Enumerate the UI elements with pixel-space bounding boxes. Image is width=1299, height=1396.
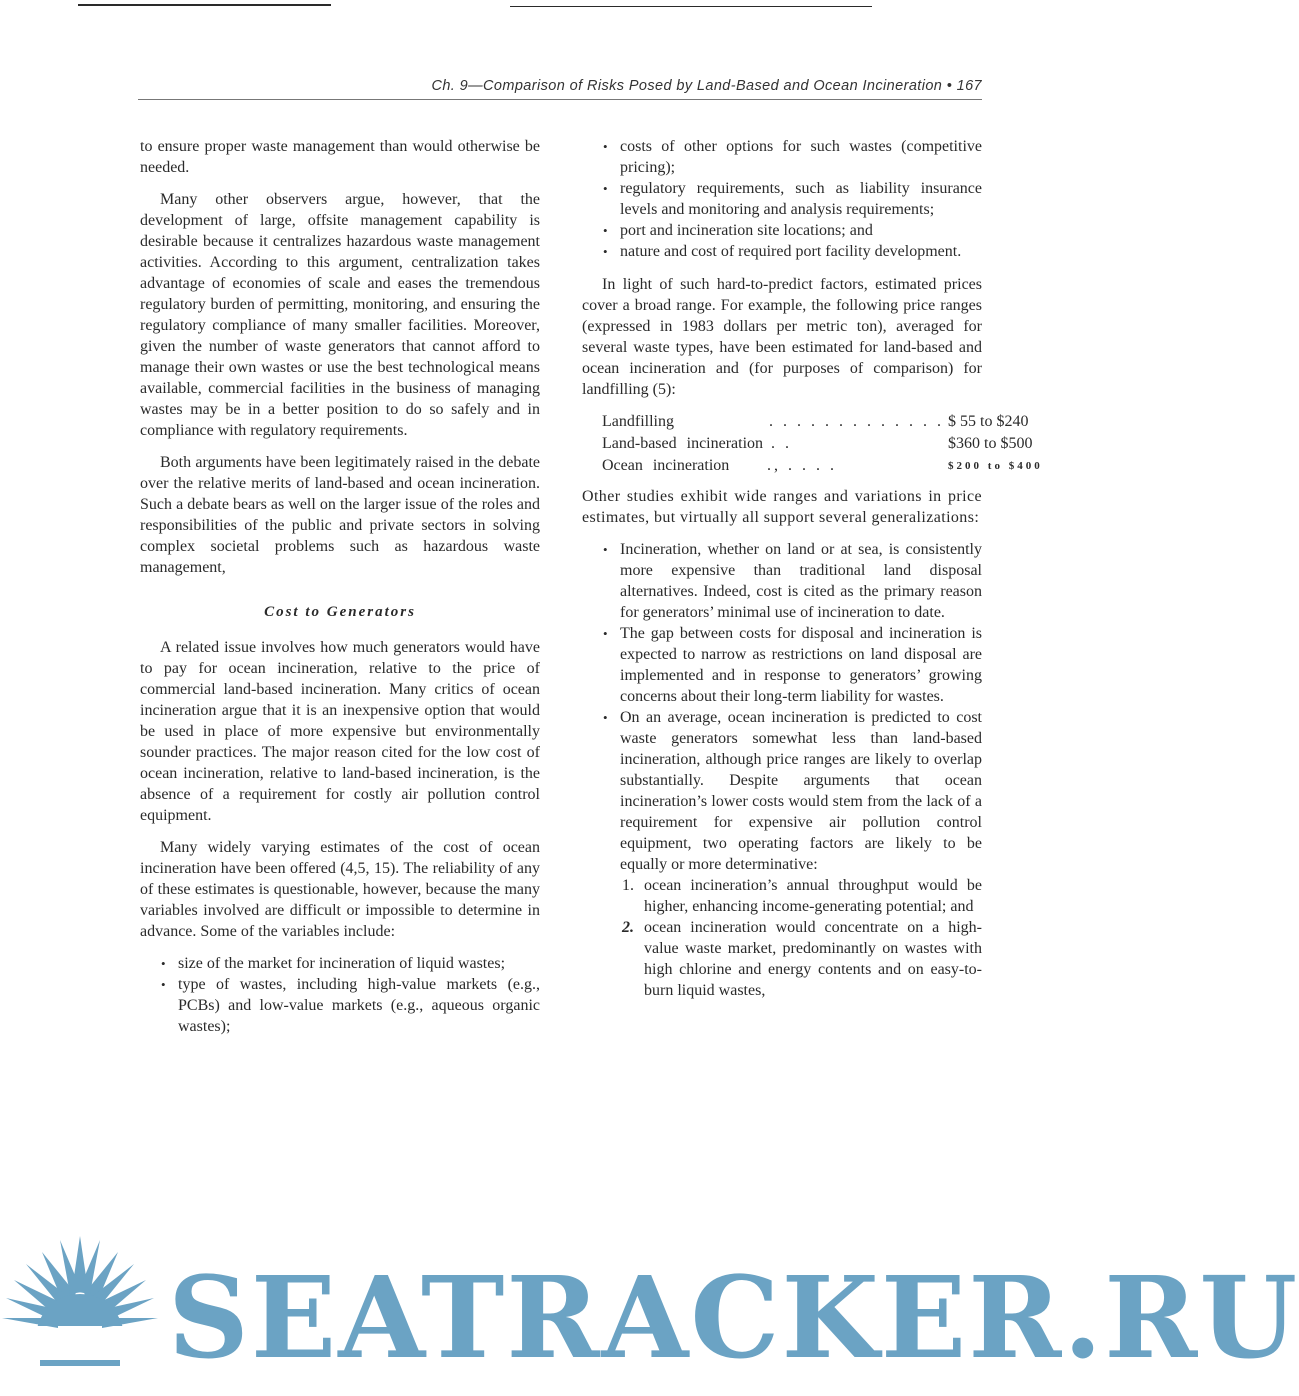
running-head: Ch. 9—Comparison of Risks Posed by Land-Based and Ocean Incineration • 167 — [431, 78, 982, 94]
paragraph: Both arguments have been legitimately raised in the debate over the relative merits of land-based and ocean incineration. Such a debate bears as well on the larger issue of the roles and responsibilities of the public and private sectors in solving complex societal problems such as hazardous waste management, — [140, 454, 540, 576]
paragraph: A related issue involves how much generators would have to pay for ocean incineration, relative to the price of commercial land-based incineration. Many critics of ocean incineration argue that it is an inexpensive option that would be used in place of more expensive but environmentally sounder practices. The major reason cited for the low cost of ocean incineration, relative to land-based incineration, is the absence of a requirement for costly air pollution control equipment. — [140, 639, 540, 824]
top-left-rule — [78, 4, 331, 6]
leader-dots: . . . . . . . . . . . . . — [769, 413, 945, 430]
list-item: • Incineration, whether on land or at sea, is consistently more expensive than traditional land disposal alternatives. Indeed, cost is cited as the primary reason for generators’ minimal use of incineration to date. — [582, 539, 982, 623]
variables-list-continued — [582, 136, 982, 262]
paragraph: In light of such hard-to-predict factors, estimated prices cover a broad range. For example, the following price ranges (expressed in 1983 dollars per metric ton), averaged for several waste types, have been estimated for land-based and ocean incineration and (for purposes of comparison) for landfilling (5): — [582, 276, 982, 398]
item-number: 2. — [622, 919, 634, 936]
table-row — [602, 433, 1043, 455]
top-right-rule — [510, 6, 872, 7]
item-text: ocean incineration’s annual throughput would be higher, enhancing income-generating potential; and — [644, 877, 982, 915]
sun-over-sea-icon — [2, 1236, 158, 1382]
generalizations-list — [582, 539, 982, 875]
price-range: $ 55 to $240 — [948, 413, 1029, 430]
item-text: ocean incineration would concentrate on a high-value waste market, predominantly on wastes with high chlorine and energy contents and on easy-to-burn liquid wastes, — [644, 919, 982, 999]
left-column — [140, 136, 540, 1049]
list-item: • costs of other options for such wastes (competitive pricing); — [582, 136, 982, 178]
list-item: • size of the market for incineration of liquid wastes; — [140, 953, 540, 974]
list-item: • On an average, ocean incineration is predicted to cost waste generators somewhat less than land-based incineration, although price ranges are likely to overlap substantially. Despite arguments that ocean incineration’s lower costs would stem from the lack of a requirement for expensive air pollution control equipment, two operating factors are likely to be equally or more determinative: — [582, 707, 982, 875]
list-item — [582, 917, 982, 1001]
list-item: • nature and cost of required port facility development. — [582, 241, 982, 262]
price-range: $200 to $400 — [948, 460, 1043, 472]
table-row — [602, 411, 1043, 433]
right-column — [582, 136, 1043, 1001]
price-range: $360 to $500 — [948, 435, 1033, 452]
table-row — [602, 455, 1043, 477]
paragraph: Other studies exhibit wide ranges and variations in price estimates, but virtually all support several generalizations: — [582, 488, 982, 526]
price-label: Ocean incineration — [602, 457, 730, 474]
leader-dots: ., . . . . — [767, 457, 838, 474]
price-label: Land-based incineration — [602, 435, 764, 452]
variables-list — [140, 953, 540, 1037]
price-table — [602, 411, 1043, 477]
paragraph: to ensure proper waste management than would otherwise be needed. — [140, 138, 540, 176]
watermark-text: SEATRACKER.RU — [168, 1253, 1299, 1384]
paragraph: Many other observers argue, however, that the development of large, offsite management capability is desirable because it centralizes hazardous waste management activities. According to this argument, centralization takes advantage of economies of scale and eases the tremendous regulatory burden of permitting, monitoring, and ensuring the regulatory compliance of many smaller facilities. Moreover, given the number of waste generators that cannot afford to manage their own wastes or use the best technological means available, commercial facilities in the business of managing wastes may be in a better position to do so safely and in compliance with regulatory requirements. — [140, 191, 540, 439]
list-item: • port and incineration site locations; and — [582, 220, 982, 241]
section-heading: Cost to Generators — [264, 604, 416, 620]
paragraph: Many widely varying estimates of the cost of ocean incineration have been offered (4,5, 15). The reliability of any of these estimates is questionable, however, because the many variables involved are difficult or impossible to determine in advance. Some of the variables include: — [140, 839, 540, 940]
item-number: 1. — [622, 877, 634, 894]
list-item — [582, 875, 982, 917]
header-rule — [138, 99, 982, 100]
factors-list — [582, 875, 982, 1001]
list-item: • The gap between costs for disposal and incineration is expected to narrow as restrictions on land disposal are implemented and in response to generators’ growing concerns about their long-term liability for wastes. — [582, 623, 982, 707]
price-label: Landfilling — [602, 413, 674, 430]
list-item: • type of wastes, including high-value markets (e.g., PCBs) and low-value markets (e.g., aqueous organic wastes); — [140, 974, 540, 1037]
leader-dots: . . — [771, 435, 793, 452]
list-item: • regulatory requirements, such as liability insurance levels and monitoring and analysis requirements; — [582, 178, 982, 220]
